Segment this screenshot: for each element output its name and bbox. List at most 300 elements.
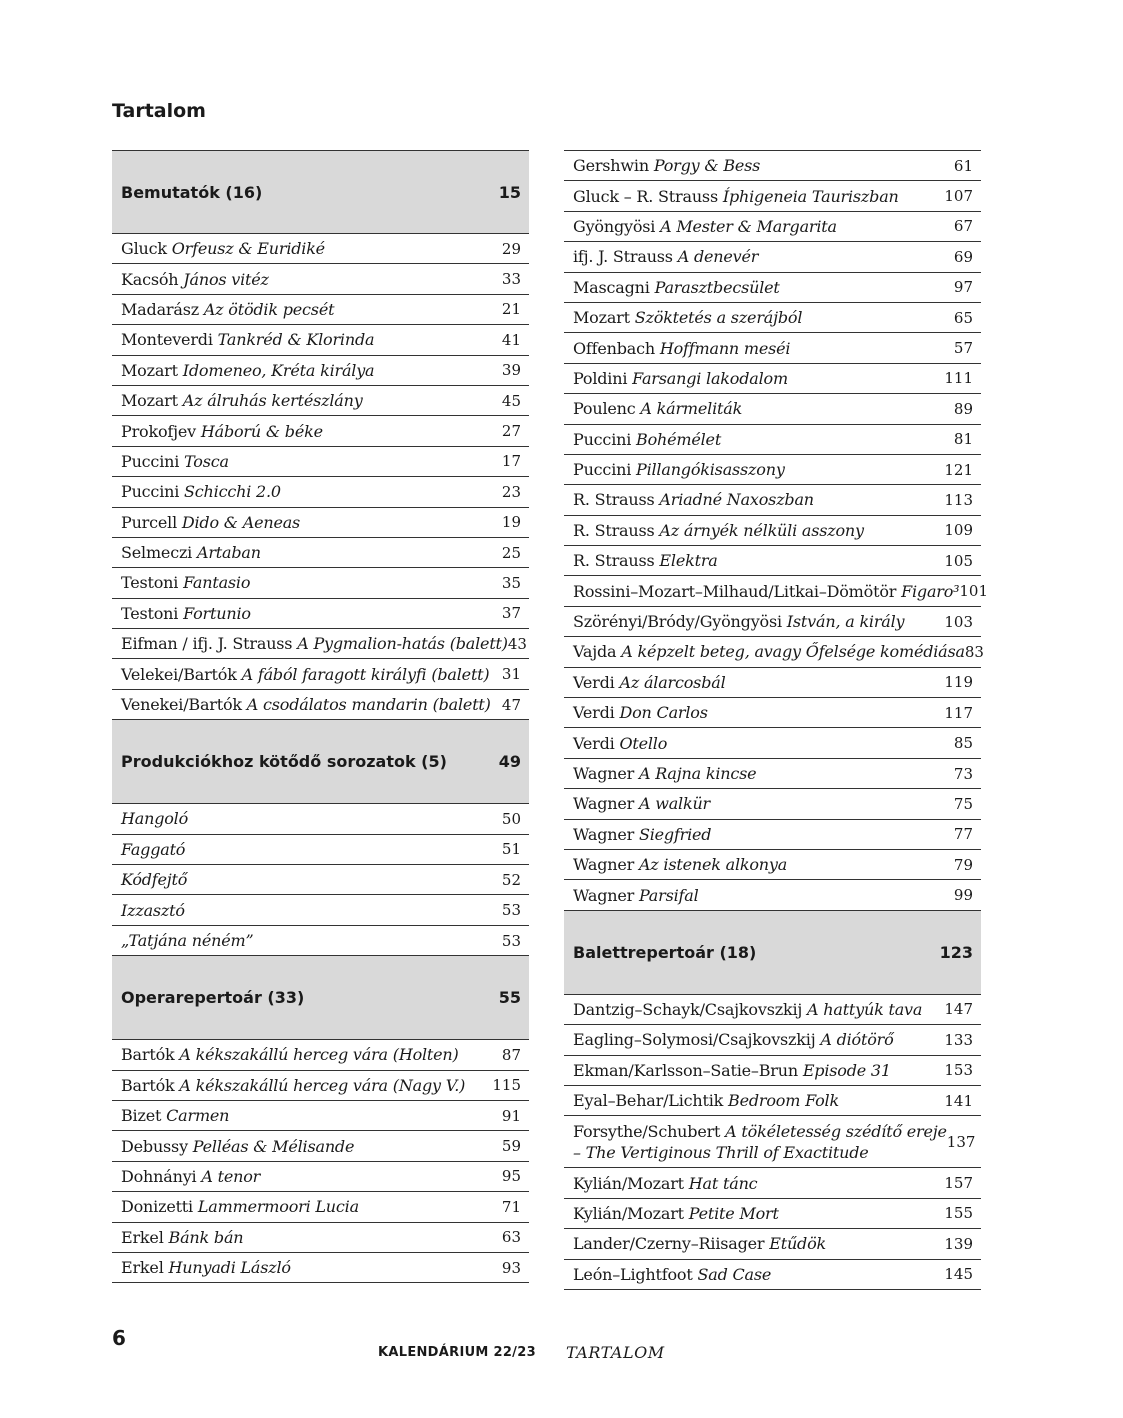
entry-work: A Pygmalion-hatás (balett) (297, 634, 508, 654)
entry-work: Petite Mort (688, 1203, 779, 1223)
entry-composer: Dantzig–Schayk/Csajkovszkij (573, 999, 803, 1019)
entry-title (121, 900, 185, 921)
footer-publication: KALENDÁRIUM 22/23 (378, 1345, 536, 1360)
footer-page-number: 6 (112, 1326, 126, 1350)
entry-work: Faggató (121, 839, 186, 859)
entry-composer: Madarász (121, 299, 199, 319)
toc-entry[interactable] (564, 576, 989, 606)
toc-entry[interactable] (564, 1116, 981, 1168)
entry-work: Lammermoori Lucia (197, 1197, 359, 1217)
entry-page-number: 119 (944, 673, 973, 692)
toc-entry[interactable] (564, 1229, 981, 1259)
section-header[interactable] (112, 956, 529, 1040)
entry-page-number: 101 (959, 582, 989, 601)
entry-composer: Puccini (121, 482, 180, 502)
entry-page-number: 27 (501, 422, 521, 441)
entry-title (121, 603, 251, 624)
entry-page-number: 121 (944, 460, 973, 479)
entry-page-number: 65 (953, 308, 973, 327)
entry-work: Etűdök (769, 1234, 827, 1254)
entry-title (121, 421, 323, 442)
entry-page-number: 53 (501, 931, 521, 950)
section-page-number: 15 (498, 182, 521, 202)
entry-work: Hangoló (121, 809, 189, 829)
entry-work: Siegfried (638, 824, 712, 844)
toc-entry[interactable] (564, 455, 981, 485)
entry-work: A kármeliták (640, 399, 743, 419)
entry-work: Fortunio (183, 603, 251, 623)
entry-work: Orfeusz & Euridiké (171, 239, 325, 259)
entry-composer: Verdi (573, 672, 615, 692)
toc-entry[interactable] (564, 820, 981, 850)
entry-page-number: 21 (501, 300, 521, 319)
entry-title (121, 329, 374, 350)
entry-page-number: 141 (944, 1091, 973, 1110)
entry-title (573, 1173, 757, 1194)
toc-entry[interactable] (564, 485, 981, 515)
entry-composer: Donizetti (121, 1197, 193, 1217)
entry-page-number: 71 (501, 1197, 521, 1216)
entry-work: Bedroom Folk (728, 1091, 839, 1111)
entry-work: A walkür (638, 794, 710, 814)
entry-title (573, 1121, 947, 1163)
entry-title (121, 930, 253, 951)
entry-title (121, 1166, 260, 1187)
entry-work: A csodálatos mandarin (balett) (246, 695, 491, 715)
entry-page-number: 73 (953, 764, 973, 783)
entry-composer: Forsythe/Schubert (573, 1121, 721, 1141)
entry-title (573, 1233, 826, 1254)
toc-entry[interactable] (564, 242, 981, 272)
entry-composer: Venekei/Bartók (121, 695, 242, 715)
entry-title (573, 1203, 779, 1224)
toc-entry[interactable] (564, 303, 981, 333)
entry-composer: Gluck – R. Strauss (573, 186, 718, 206)
entry-page-number: 33 (501, 270, 521, 289)
entry-work: Farsangi lakodalom (632, 368, 788, 388)
toc-entry[interactable] (112, 325, 529, 355)
entry-composer: Gyöngyösi (573, 216, 656, 236)
entry-work: A tökéletesség szédítő ereje (725, 1121, 947, 1141)
entry-title (573, 338, 790, 359)
entry-title (573, 246, 758, 267)
entry-composer: R. Strauss (573, 490, 655, 510)
entry-title (573, 611, 904, 632)
entry-work: Ariadné Naxoszban (659, 490, 814, 510)
entry-work: Az árnyék nélküli asszony (659, 520, 864, 540)
section-title: Bemutatók (16) (121, 182, 263, 202)
entry-composer: Erkel (121, 1227, 164, 1247)
entry-composer: Mozart (121, 360, 178, 380)
toc-entry[interactable] (564, 850, 981, 880)
entry-page-number: 137 (946, 1132, 976, 1151)
entry-title (573, 702, 708, 723)
entry-title (573, 186, 899, 207)
entry-page-number: 85 (953, 734, 973, 753)
entry-work: Izzasztó (121, 900, 185, 920)
entry-title (573, 1060, 891, 1081)
entry-composer: Vajda (573, 642, 617, 662)
toc-entry[interactable] (564, 1025, 981, 1055)
entry-composer: Gluck (121, 239, 167, 259)
entry-page-number: 113 (944, 490, 973, 509)
section-page-number: 49 (498, 752, 521, 772)
entry-title (573, 550, 718, 571)
toc-entry[interactable] (564, 880, 981, 910)
entry-page-number: 69 (953, 247, 973, 266)
toc-entry[interactable] (112, 538, 529, 568)
section-title: Balettrepertoár (18) (573, 942, 757, 962)
entry-page-number: 133 (944, 1030, 973, 1049)
entry-work: Bánk bán (168, 1227, 244, 1247)
entry-work: Don Carlos (619, 703, 708, 723)
toc-entry[interactable] (564, 151, 981, 181)
entry-work: Kódfejtő (121, 870, 188, 890)
entry-page-number: 19 (501, 513, 521, 532)
toc-entry[interactable] (564, 759, 981, 789)
entry-composer: Monteverdi (121, 330, 213, 350)
section-page-number: 55 (498, 988, 521, 1008)
entry-work: Íphigeneia Tauriszban (722, 186, 899, 206)
toc-column-left (112, 150, 529, 1283)
entry-page-number: 155 (944, 1204, 973, 1223)
entry-work: Pillangókisasszony (636, 460, 785, 480)
entry-work: Tankréd & Klorinda (217, 330, 375, 350)
entry-page-number: 75 (953, 794, 973, 813)
toc-entry[interactable] (112, 659, 529, 689)
entry-work: Pelléas & Mélisande (192, 1136, 355, 1156)
entry-composer: Puccini (573, 429, 632, 449)
entry-title (121, 1196, 359, 1217)
section-header[interactable] (112, 720, 529, 804)
toc-list-left (112, 150, 529, 1283)
entry-composer: Eagling–Solymosi/Csajkovszkij (573, 1030, 816, 1050)
entry-title (573, 763, 756, 784)
entry-title (121, 808, 188, 829)
entry-page-number: 52 (501, 870, 521, 889)
toc-entry[interactable] (112, 508, 529, 538)
entry-composer: Mascagni (573, 277, 650, 297)
toc-entry[interactable] (564, 728, 981, 758)
entry-title (573, 733, 667, 754)
entry-title (121, 664, 489, 685)
entry-title (573, 1264, 771, 1285)
entry-page-number: 59 (501, 1137, 521, 1156)
entry-page-number: 115 (492, 1076, 521, 1095)
toc-entry[interactable] (564, 516, 981, 546)
entry-page-number: 99 (953, 886, 973, 905)
entry-title (573, 581, 959, 602)
entry-work: Bohémélet (636, 429, 722, 449)
toc-entry[interactable] (112, 234, 529, 264)
toc-entry[interactable] (112, 477, 529, 507)
toc-entry[interactable] (564, 333, 981, 363)
entry-composer: Dohnányi (121, 1166, 197, 1186)
toc-entry[interactable] (112, 416, 529, 446)
entry-title (121, 1075, 465, 1096)
entry-page-number: 111 (944, 369, 973, 388)
entry-title (573, 999, 922, 1020)
entry-work: „Tatjána néném” (121, 931, 254, 950)
entry-composer: Lander/Czerny–Riisager (573, 1234, 765, 1254)
entry-composer: R. Strauss (573, 520, 655, 540)
entry-title (573, 520, 864, 541)
entry-title (121, 238, 325, 259)
entry-work: Az álruhás kertészlány (182, 391, 363, 411)
entry-composer: Wagner (573, 764, 635, 783)
entry-page-number: 47 (501, 695, 521, 714)
entry-composer: Testoni (121, 603, 179, 623)
entry-work: A diótörő (820, 1030, 894, 1050)
entry-page-number: 39 (501, 361, 521, 380)
toc-entry[interactable] (112, 599, 529, 629)
entry-page-number: 157 (944, 1174, 973, 1193)
entry-composer: Bizet (121, 1106, 162, 1126)
entry-composer: Szörényi/Bródy/Gyöngyösi (573, 612, 782, 632)
entry-page-number: 117 (944, 703, 973, 722)
entry-page-number: 79 (953, 855, 973, 874)
toc-entry[interactable] (564, 698, 981, 728)
toc-entry[interactable] (564, 1168, 981, 1198)
entry-composer: ifj. J. Strauss (573, 247, 673, 267)
entry-work: A kékszakállú herceg vára (Nagy V.) (179, 1075, 466, 1095)
toc-entry[interactable] (112, 295, 529, 325)
toc-entry[interactable] (564, 789, 981, 819)
entry-title (121, 1257, 291, 1278)
entry-page-number: 63 (501, 1228, 521, 1247)
entry-work: Sad Case (697, 1264, 772, 1284)
entry-page-number: 145 (944, 1265, 973, 1284)
entry-work: A Rajna kincse (638, 764, 757, 783)
toc-entry[interactable] (564, 425, 981, 455)
entry-work: Schicchi 2.0 (184, 482, 281, 502)
entry-page-number: 29 (501, 239, 521, 258)
toc-entry[interactable] (564, 273, 981, 303)
toc-entry[interactable] (564, 181, 981, 211)
entry-page-number: 67 (953, 217, 973, 236)
entry-composer: Kylián/Mozart (573, 1173, 684, 1193)
entry-work: Elektra (659, 551, 718, 571)
entry-title (573, 793, 710, 814)
entry-work: Tosca (184, 451, 229, 471)
entry-title (573, 672, 726, 693)
toc-entry[interactable] (112, 895, 529, 925)
entry-work: Hunyadi László (168, 1258, 291, 1278)
entry-page-number: 93 (501, 1258, 521, 1277)
entry-page-number: 17 (501, 452, 521, 471)
entry-title (121, 1044, 459, 1065)
entry-composer: Wagner (573, 794, 635, 814)
entry-work: Figaro³ (901, 581, 960, 601)
entry-work: Dido & Aeneas (181, 512, 301, 532)
toc-entry[interactable] (112, 386, 529, 416)
entry-composer: Purcell (121, 512, 177, 532)
entry-composer: Velekei/Bartók (121, 664, 237, 684)
entry-work: Otello (619, 733, 668, 753)
entry-page-number: 45 (501, 391, 521, 410)
entry-page-number: 89 (953, 399, 973, 418)
entry-title (121, 869, 187, 890)
toc-entry[interactable] (112, 356, 529, 386)
entry-page-number: 31 (501, 665, 521, 684)
entry-page-number: 87 (501, 1045, 521, 1064)
entry-page-number: 83 (964, 642, 984, 661)
entry-work: A képzelt beteg, avagy Őfelsége komédiása (621, 642, 965, 662)
entry-composer: Puccini (121, 451, 180, 471)
entry-composer: Testoni (121, 573, 179, 593)
entry-title (121, 481, 281, 502)
entry-title (121, 572, 250, 593)
entry-composer: Eyal–Behar/Lichtik (573, 1091, 724, 1111)
toc-entry[interactable] (112, 1162, 529, 1192)
entry-page-number: 57 (953, 339, 973, 358)
entry-title (573, 489, 814, 510)
entry-title (121, 390, 363, 411)
toc-column-right (564, 150, 989, 1290)
entry-title (121, 451, 229, 472)
entry-title (121, 1105, 229, 1126)
entry-composer: Verdi (573, 703, 615, 723)
entry-work: A fából faragott királyfi (balett) (241, 664, 490, 684)
entry-title (573, 641, 965, 662)
entry-title (121, 512, 300, 533)
entry-title (573, 885, 699, 906)
entry-composer: Ekman/Karlsson–Satie–Brun (573, 1060, 798, 1080)
entry-work: István, a király (786, 612, 905, 632)
toc-entry[interactable] (112, 1192, 529, 1222)
entry-work: János vitéz (183, 269, 269, 289)
entry-title (121, 269, 269, 290)
toc-entry[interactable] (564, 1260, 981, 1290)
entry-title (121, 1136, 354, 1157)
entry-composer: Kacsóh (121, 269, 179, 289)
toc-entry[interactable] (564, 364, 981, 394)
section-page-number: 123 (939, 942, 973, 962)
toc-entry[interactable] (112, 629, 529, 659)
entry-title (573, 854, 787, 875)
toc-entry[interactable] (112, 447, 529, 477)
footer-section-name: TARTALOM (566, 1343, 665, 1362)
entry-title (573, 1029, 894, 1050)
entry-work: Parsifal (638, 885, 699, 905)
entry-work: Artaban (197, 543, 261, 563)
toc-entry[interactable] (564, 1199, 981, 1229)
entry-page-number: 37 (501, 604, 521, 623)
entry-work-subtitle: – The Vertiginous Thrill of Exactitude (573, 1142, 869, 1162)
entry-composer: Selmeczi (121, 543, 193, 563)
toc-entry[interactable] (564, 1056, 981, 1086)
entry-title (573, 277, 780, 298)
entry-title (573, 429, 721, 450)
entry-title (573, 1090, 839, 1111)
toc-entry[interactable] (564, 668, 981, 698)
toc-entry[interactable] (564, 394, 981, 424)
entry-composer: Mozart (573, 308, 630, 328)
entry-page-number: 50 (501, 809, 521, 828)
entry-page-number: 23 (501, 482, 521, 501)
toc-entry[interactable] (564, 637, 984, 667)
toc-entry[interactable] (112, 568, 529, 598)
entry-work: Episode 31 (802, 1060, 891, 1080)
entry-composer: León–Lightfoot (573, 1264, 693, 1284)
entry-title (573, 398, 742, 419)
toc-entry[interactable] (112, 1223, 529, 1253)
toc-entry[interactable] (112, 926, 529, 956)
toc-entry[interactable] (112, 835, 529, 865)
toc-entry[interactable] (564, 607, 981, 637)
toc-entry[interactable] (112, 1131, 529, 1161)
entry-title (121, 299, 334, 320)
entry-work: Az istenek alkonya (638, 855, 788, 875)
entry-work: Az ötödik pecsét (203, 299, 335, 319)
entry-title (121, 360, 374, 381)
toc-entry[interactable] (112, 1101, 529, 1131)
toc-entry[interactable] (564, 212, 981, 242)
entry-composer: Bartók (121, 1045, 175, 1065)
entry-page-number: 81 (953, 430, 973, 449)
entry-work: A Mester & Margarita (660, 216, 837, 236)
toc-entry[interactable] (564, 1086, 981, 1116)
entry-title (573, 459, 785, 480)
toc-entry[interactable] (112, 1071, 529, 1101)
toc-entry[interactable] (112, 804, 529, 834)
entry-page-number: 107 (944, 187, 973, 206)
entry-work: Az álarcosbál (619, 672, 726, 692)
entry-work: Carmen (166, 1106, 230, 1126)
page-title: Tartalom (112, 100, 206, 122)
entry-work: A kékszakállú herceg vára (Holten) (179, 1045, 459, 1065)
entry-title (573, 155, 760, 176)
entry-composer: Wagner (573, 885, 635, 905)
entry-composer: Erkel (121, 1258, 164, 1278)
entry-composer: Prokofjev (121, 421, 196, 441)
section-header[interactable] (564, 911, 981, 995)
entry-page-number: 97 (953, 278, 973, 297)
entry-composer: R. Strauss (573, 551, 655, 571)
toc-entry[interactable] (112, 865, 529, 895)
entry-page-number: 43 (507, 634, 527, 653)
entry-composer: Kylián/Mozart (573, 1203, 684, 1223)
entry-composer: Poulenc (573, 399, 636, 419)
toc-entry[interactable] (564, 546, 981, 576)
entry-title (121, 1227, 243, 1248)
entry-title (573, 216, 837, 237)
entry-work: A denevér (677, 247, 759, 267)
toc-entry[interactable] (112, 1253, 529, 1283)
toc-entry[interactable] (112, 264, 529, 294)
toc-entry[interactable] (112, 690, 529, 720)
entry-work: Parasztbecsület (654, 277, 780, 297)
entry-page-number: 41 (501, 330, 521, 349)
entry-title (121, 633, 508, 654)
entry-title (573, 824, 711, 845)
toc-entry[interactable] (112, 1040, 529, 1070)
section-title: Operarepertoár (33) (121, 988, 305, 1008)
entry-page-number: 103 (944, 612, 973, 631)
entry-composer: Mozart (121, 391, 178, 411)
entry-work: Hat tánc (688, 1173, 758, 1193)
toc-entry[interactable] (564, 995, 981, 1025)
entry-page-number: 153 (944, 1061, 973, 1080)
entry-page-number: 51 (501, 840, 521, 859)
entry-title (121, 839, 185, 860)
entry-composer: Wagner (573, 824, 635, 844)
entry-composer: Rossini–Mozart–Milhaud/Litkai–Dömötör (573, 581, 897, 601)
section-header[interactable] (112, 151, 529, 234)
entry-page-number: 91 (501, 1106, 521, 1125)
entry-composer: Eifman / ifj. J. Strauss (121, 634, 293, 654)
entry-page-number: 109 (944, 521, 973, 540)
